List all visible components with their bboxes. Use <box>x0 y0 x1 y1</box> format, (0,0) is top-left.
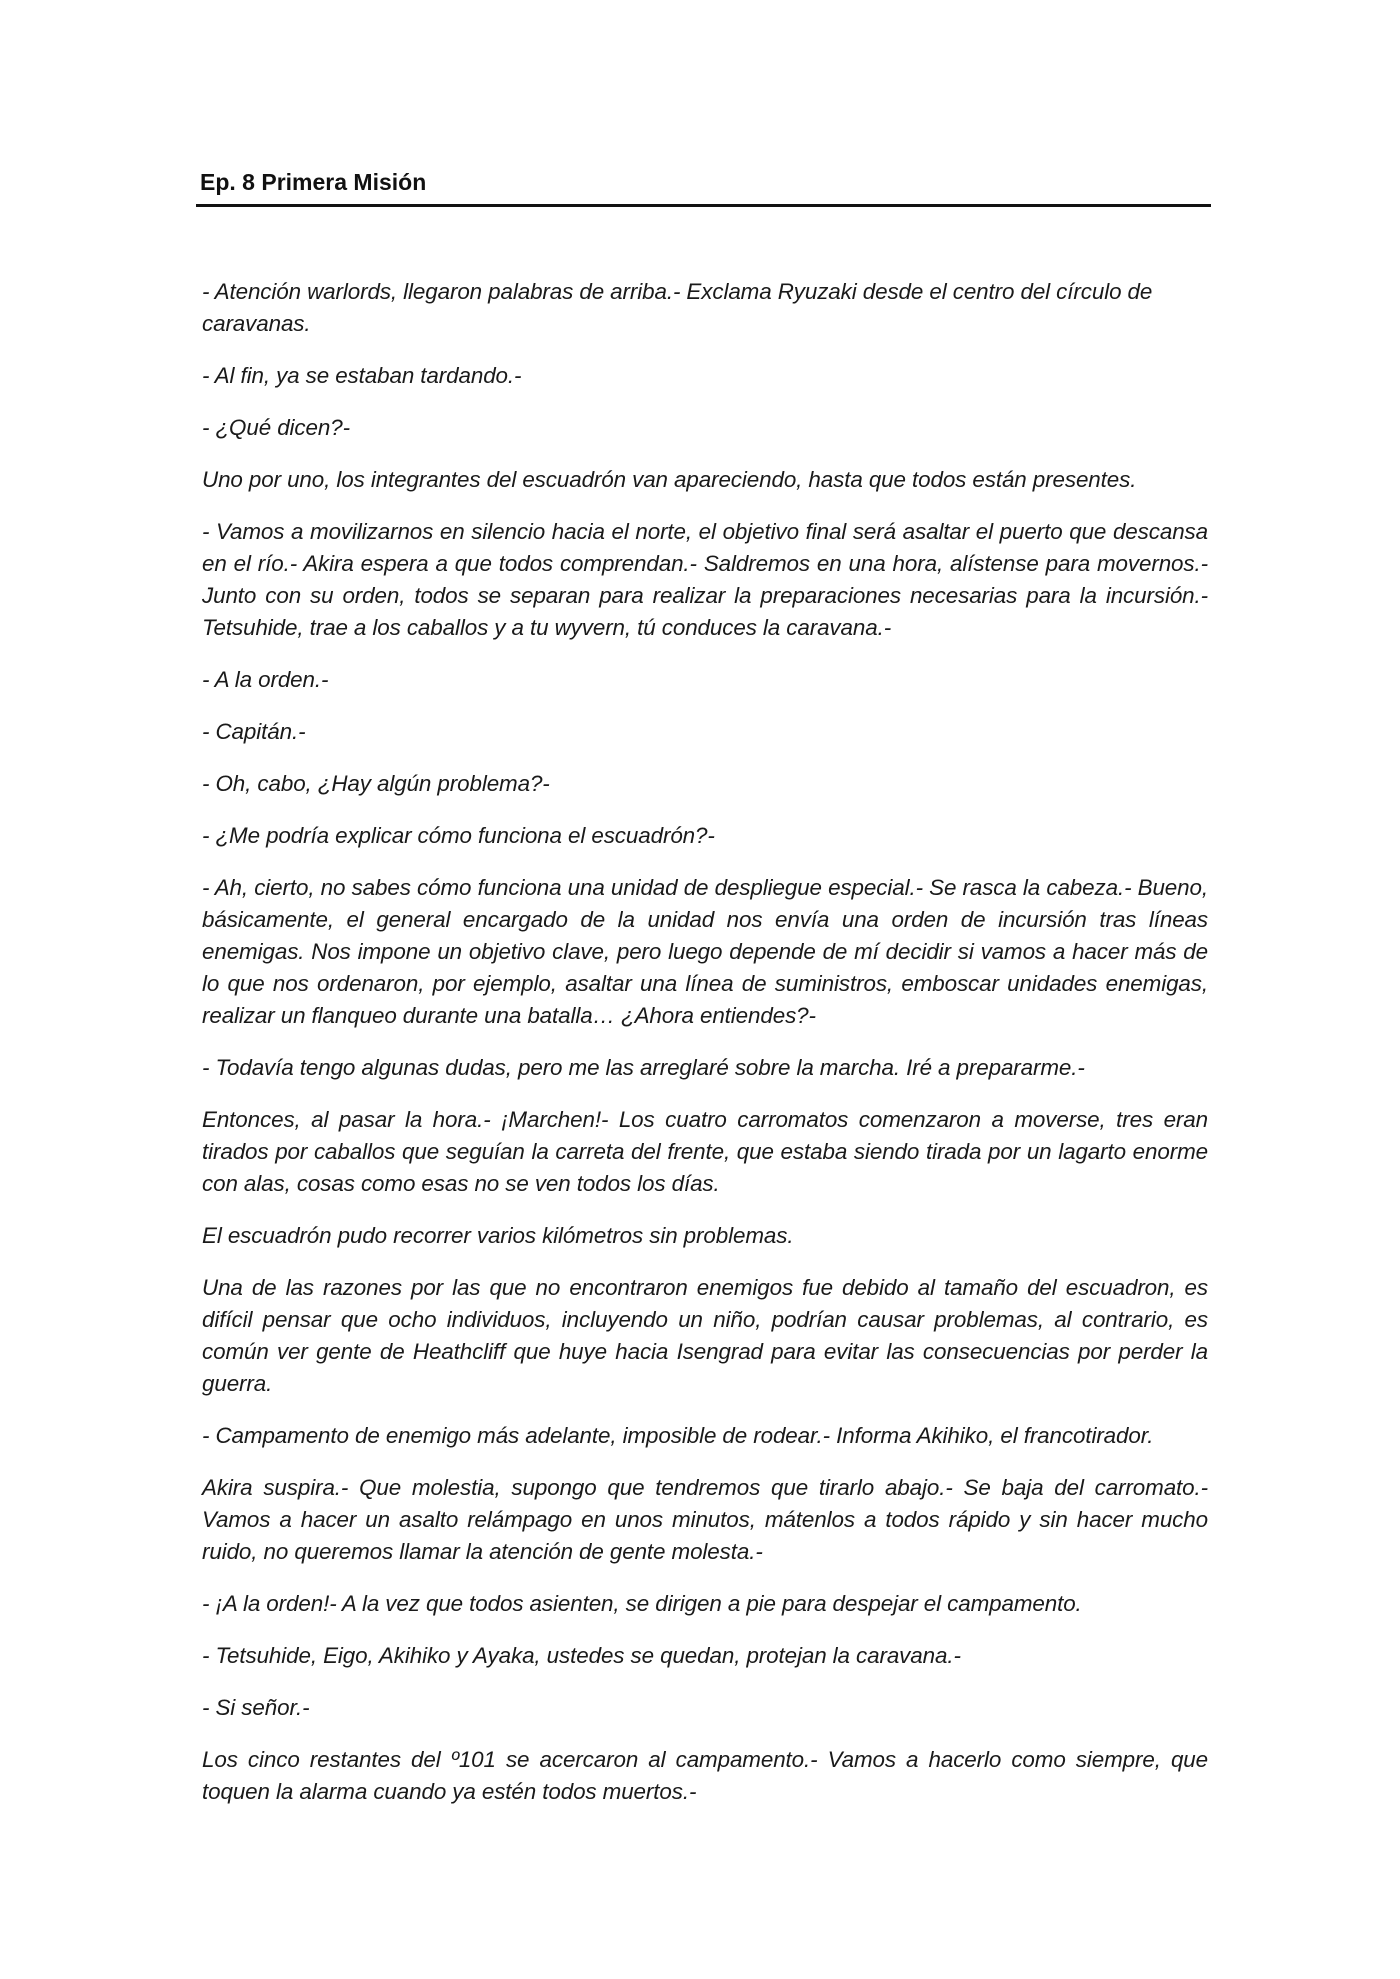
paragraph: - ¿Me podría explicar cómo funciona el escuadrón?- <box>202 823 715 848</box>
paragraph: Uno por uno, los integrantes del escuadrón van apareciendo, hasta que todos están presentes. <box>202 467 1137 492</box>
paragraph: - Oh, cabo, ¿Hay algún problema?- <box>202 771 550 796</box>
paragraph: - Todavía tengo algunas dudas, pero me las arreglaré sobre la marcha. Iré a prepararme.- <box>202 1055 1085 1080</box>
story-body <box>202 276 1208 1828</box>
paragraph: - Vamos a movilizarnos en silencio hacia el norte, el objetivo final será asaltar el puerto que descansa en el río.- Akira espera a que todos comprendan.- Saldremos en una hora, alístense para movernos.- Junto con su orden, todos se separan para realizar la preparaciones necesarias para la incursión.- Tetsuhide, trae a los caballos y a tu wyvern, tú conduces la caravana.- <box>202 519 1208 640</box>
paragraph: - Capitán.- <box>202 719 306 744</box>
paragraph: Los cinco restantes del º101 se acercaron al campamento.- Vamos a hacerlo como siempre, que toquen la alarma cuando ya estén todos muertos.- <box>202 1747 1208 1804</box>
paragraph: - Al fin, ya se estaban tardando.- <box>202 363 522 388</box>
header-divider <box>196 204 1211 207</box>
paragraph: Una de las razones por las que no encontraron enemigos fue debido al tamaño del escuadron, es difícil pensar que ocho individuos, incluyendo un niño, podrían causar problemas, al contrario, es común ver gente de Heathcliff que huye hacia Isengrad para evitar las consecuencias por perder la guerra. <box>202 1275 1208 1396</box>
paragraph: - Tetsuhide, Eigo, Akihiko y Ayaka, ustedes se quedan, protejan la caravana.- <box>202 1643 961 1668</box>
paragraph: - A la orden.- <box>202 667 329 692</box>
paragraph: - ¿Qué dicen?- <box>202 415 350 440</box>
paragraph: - ¡A la orden!- A la vez que todos asienten, se dirigen a pie para despejar el campamento. <box>202 1591 1082 1616</box>
chapter-title: Ep. 8 Primera Misión <box>200 169 427 195</box>
paragraph: El escuadrón pudo recorrer varios kilómetros sin problemas. <box>202 1223 794 1248</box>
paragraph: Entonces, al pasar la hora.- ¡Marchen!- Los cuatro carromatos comenzaron a moverse, tres eran tirados por caballos que seguían la carreta del frente, que estaba siendo tirada por un lagarto enorme con alas, cosas como esas no se ven todos los días. <box>202 1107 1208 1196</box>
page-header <box>196 168 1211 207</box>
paragraph: Akira suspira.- Que molestia, supongo que tendremos que tirarlo abajo.- Se baja del carromato.- Vamos a hacer un asalto relámpago en unos minutos, mátenlos a todos rápido y sin hacer mucho ruido, no queremos llamar la atención de gente molesta.- <box>202 1475 1208 1564</box>
paragraph: - Si señor.- <box>202 1695 310 1720</box>
paragraph: - Ah, cierto, no sabes cómo funciona una unidad de despliegue especial.- Se rasca la cabeza.- Bueno, básicamente, el general encargado de la unidad nos envía una orden de incursión tras líneas enemigas. Nos impone un objetivo clave, pero luego depende de mí decidir si vamos a hacer más de lo que nos ordenaron, por ejemplo, asaltar una línea de suministros, emboscar unidades enemigas, realizar un flanqueo durante una batalla… ¿Ahora entiendes?- <box>202 875 1208 1028</box>
paragraph: - Atención warlords, llegaron palabras de arriba.- Exclama Ryuzaki desde el centro del círculo de caravanas. <box>202 279 1153 336</box>
paragraph: - Campamento de enemigo más adelante, imposible de rodear.- Informa Akihiko, el francotirador. <box>202 1423 1154 1448</box>
